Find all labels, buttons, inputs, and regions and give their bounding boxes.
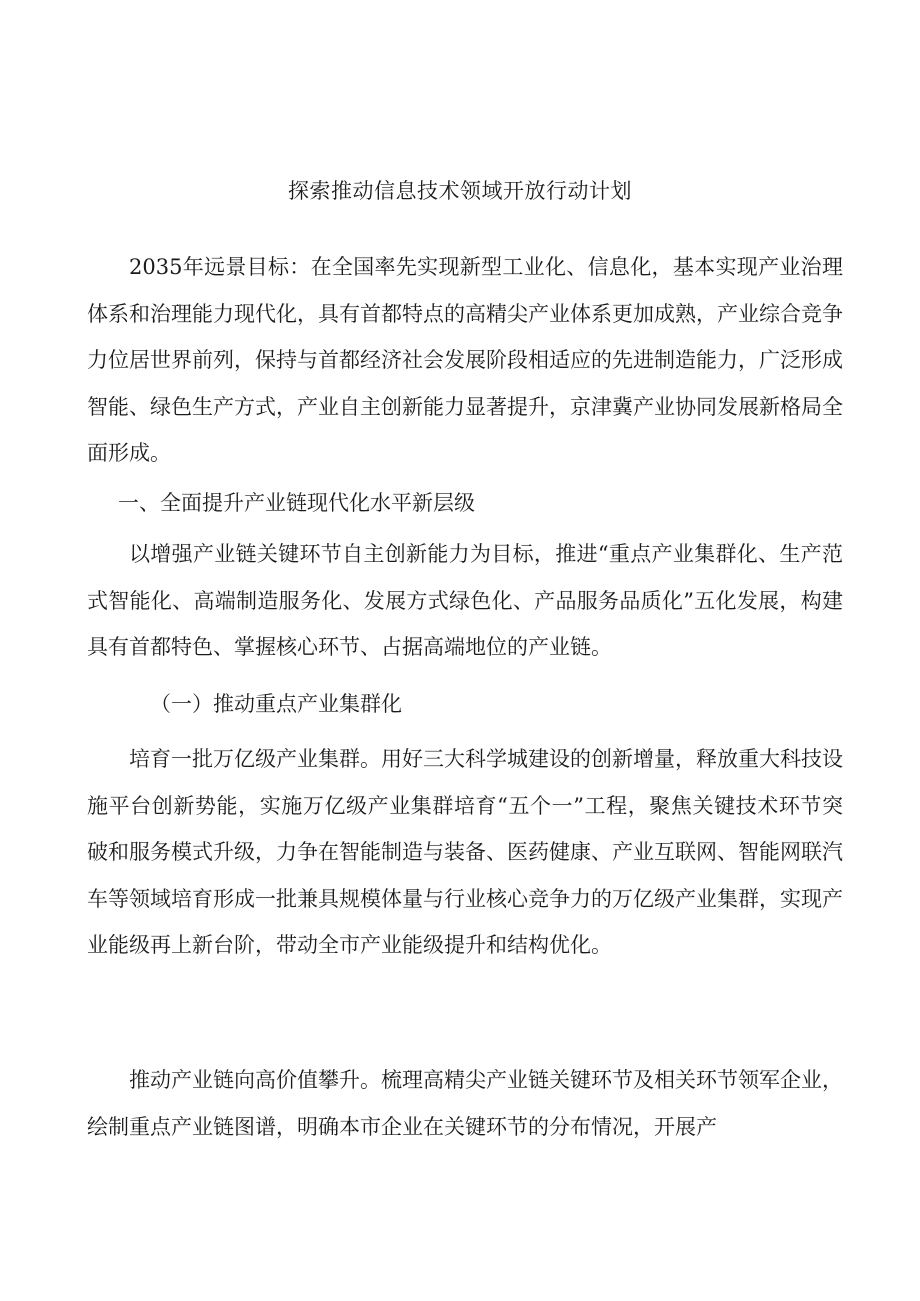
paragraph-text: 培育一批万亿级产业集群。用好三大科学城建设的创新增量，释放重大科技设施平台创新势能，实施万亿级产业集群培育“五个一”工程，聚焦关键技术环节突破和服务模式升级，力争在智能制造与装备、医药健康、产业互联网、智能网联汽车等领域培育形成一批兼具规模体量与行业核心竞争力的万亿级产业集群，实现产业能级再上新台阶，带动全市产业能级提升和结构优化。 [87, 747, 843, 957]
paragraph-text: 以增强产业链关键环节自主创新能力为目标，推进“重点产业集群化、生产范式智能化、高端制造服务化、发展方式绿色化、产品服务品质化”五化发展，构建具有首都特色、掌握核心环节、占据高端地位的产业链。 [87, 542, 843, 659]
section-heading-1: 一、全面提升产业链现代化水平新层级 [118, 491, 475, 515]
paragraph-vision-2035 [87, 244, 843, 477]
paragraph-industry-clusters [87, 736, 843, 969]
paragraph-text: 2035年远景目标：在全国率先实现新型工业化、信息化，基本实现产业治理体系和治理能力现代化，具有首都特点的高精尖产业体系更加成熟，产业综合竞争力位居世界前列，保持与首都经济社会发展阶段相适应的先进制造能力，广泛形成智能、绿色生产方式，产业自主创新能力显著提升，京津冀产业协同发展新格局全面形成。 [87, 255, 843, 465]
paragraph-value-chain [87, 1057, 843, 1150]
subsection-heading-1: （一）推动重点产业集群化 [150, 692, 402, 716]
paragraph-section-1-intro [87, 531, 843, 671]
document-title: 探索推动信息技术领域开放行动计划 [288, 179, 632, 203]
paragraph-text: 推动产业链向高价值攀升。梳理高精尖产业链关键环节及相关环节领军企业，绘制重点产业链图谱，明确本市企业在关键环节的分布情况，开展产 [87, 1068, 843, 1139]
